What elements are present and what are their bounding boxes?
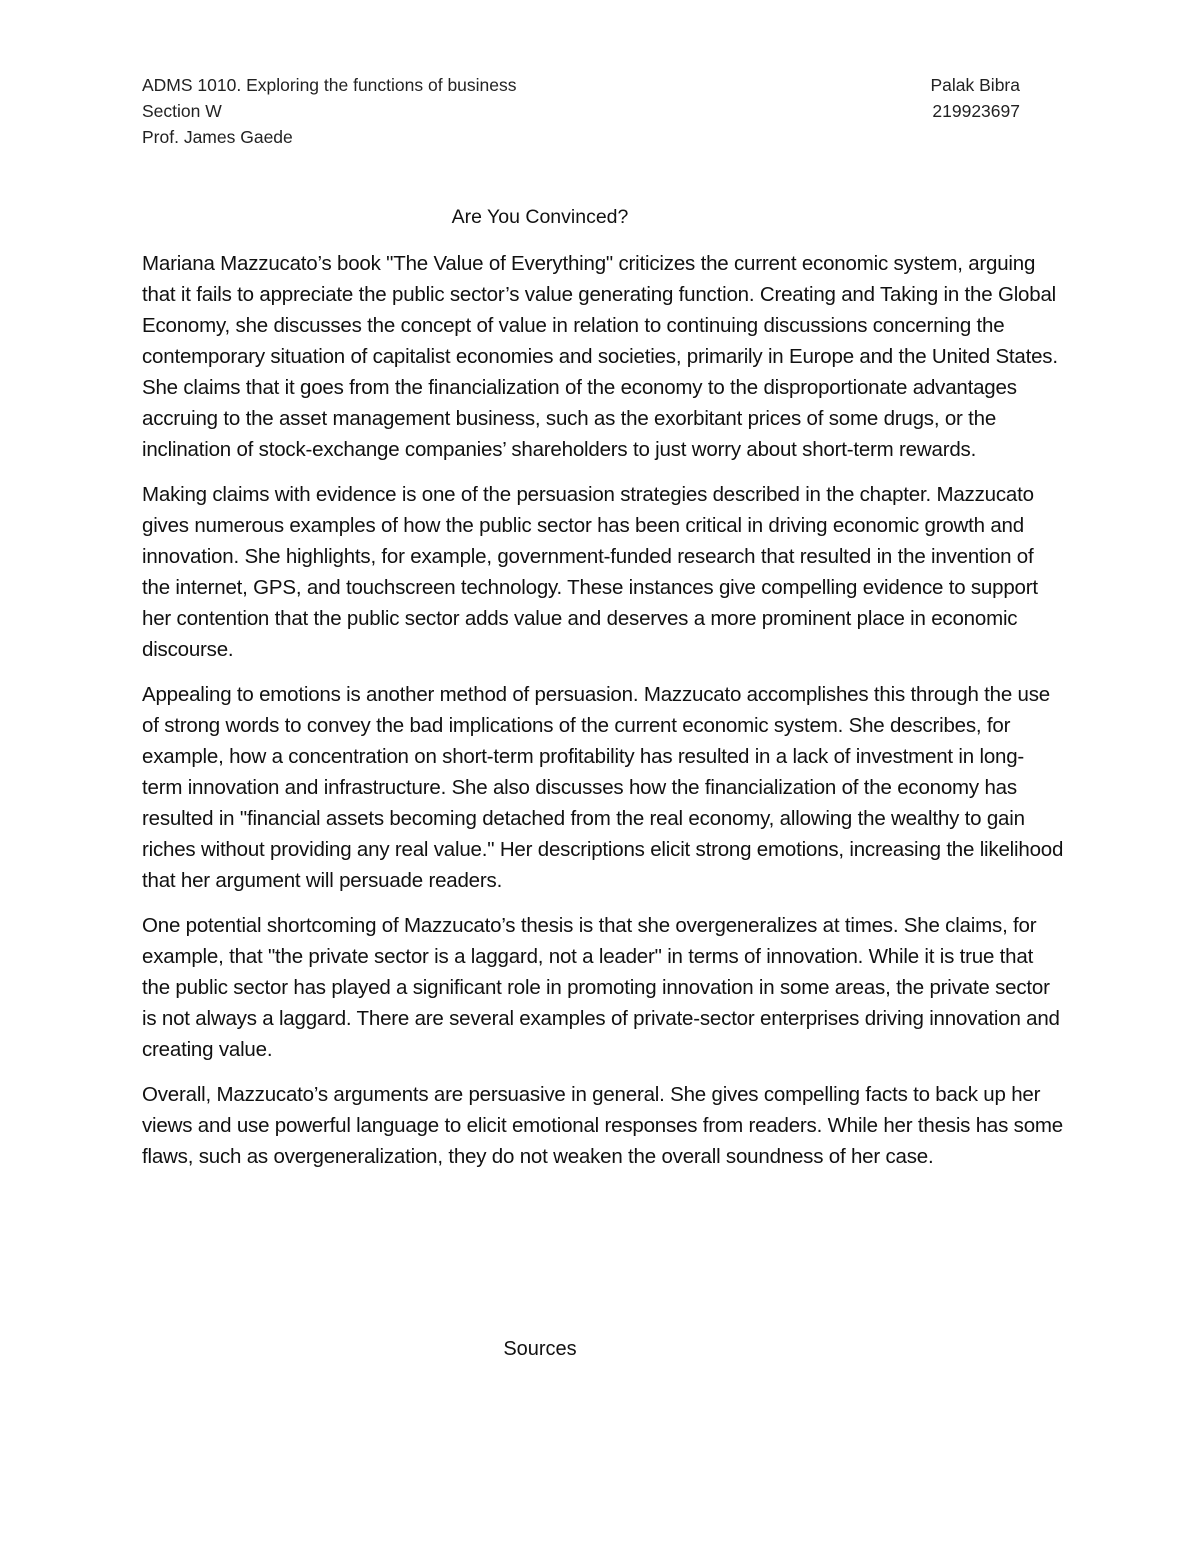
course-section: Section W	[142, 101, 222, 121]
paragraph-2: Making claims with evidence is one of the persuasion strategies described in the chapter. Mazzucato gives numerous examples of how the public sector has been critical in driving economic growth and innovation. She highlights, for example, government-funded research that resulted in the invention of the internet, GPS, and touchscreen technology. These instances give compelling evidence to support her contention that the public sector adds value and deserves a more prominent place in economic discourse.	[142, 483, 1038, 661]
paragraph-5: Overall, Mazzucato’s arguments are persuasive in general. She gives compelling facts to back up her views and use powerful language to elicit emotional responses from readers. While her thesis has some flaws, such as overgeneralization, they do not weaken the overall soundness of her case.	[142, 1083, 1063, 1168]
paragraph-4: One potential shortcoming of Mazzucato’s thesis is that she overgeneralizes at times. She claims, for example, that "the private sector is a laggard, not a leader" in terms of innovation. While it is true that the public sector has played a significant role in promoting innovation in some areas, the private sector is not always a laggard. There are several examples of private-sector enterprises driving innovation and creating value.	[142, 914, 1060, 1061]
paragraph-1: Mariana Mazzucato’s book "The Value of Everything" criticizes the current economic system, arguing that it fails to appreciate the public sector’s value generating function. Creating and Taking in the Global Economy, she discusses the concept of value in relation to continuing discussions concerning the contemporary situation of capitalist economies and societies, primarily in Europe and the United States. She claims that it goes from the financialization of the economy to the disproportionate advantages accruing to the asset management business, such as the exorbitant prices of some drugs, or the inclination of stock-exchange companies’ shareholders to just worry about short-term rewards.	[142, 252, 1058, 461]
sources-heading: Sources	[503, 1338, 577, 1360]
header-row-section	[142, 98, 1020, 124]
document-header	[142, 72, 1020, 150]
header-row-professor	[142, 124, 1020, 150]
course-title: ADMS 1010. Exploring the functions of business	[142, 75, 517, 95]
essay-body	[142, 248, 1064, 1186]
professor-name: Prof. James Gaede	[142, 127, 293, 147]
paragraph-3: Appealing to emotions is another method of persuasion. Mazzucato accomplishes this through the use of strong words to convey the bad implications of the current economic system. She describes, for example, how a concentration on short-term profitability has resulted in a lack of investment in long-term innovation and infrastructure. She also discusses how the financialization of the economy has resulted in "financial assets becoming detached from the real economy, allowing the wealthy to gain riches without providing any real value." Her descriptions elicit strong emotions, increasing the likelihood that her argument will persuade readers.	[142, 683, 1064, 892]
essay-title: Are You Convinced?	[451, 206, 629, 228]
student-name: Palak Bibra	[930, 75, 1020, 95]
header-row-course	[142, 72, 1020, 98]
student-id: 219923697	[932, 101, 1020, 121]
